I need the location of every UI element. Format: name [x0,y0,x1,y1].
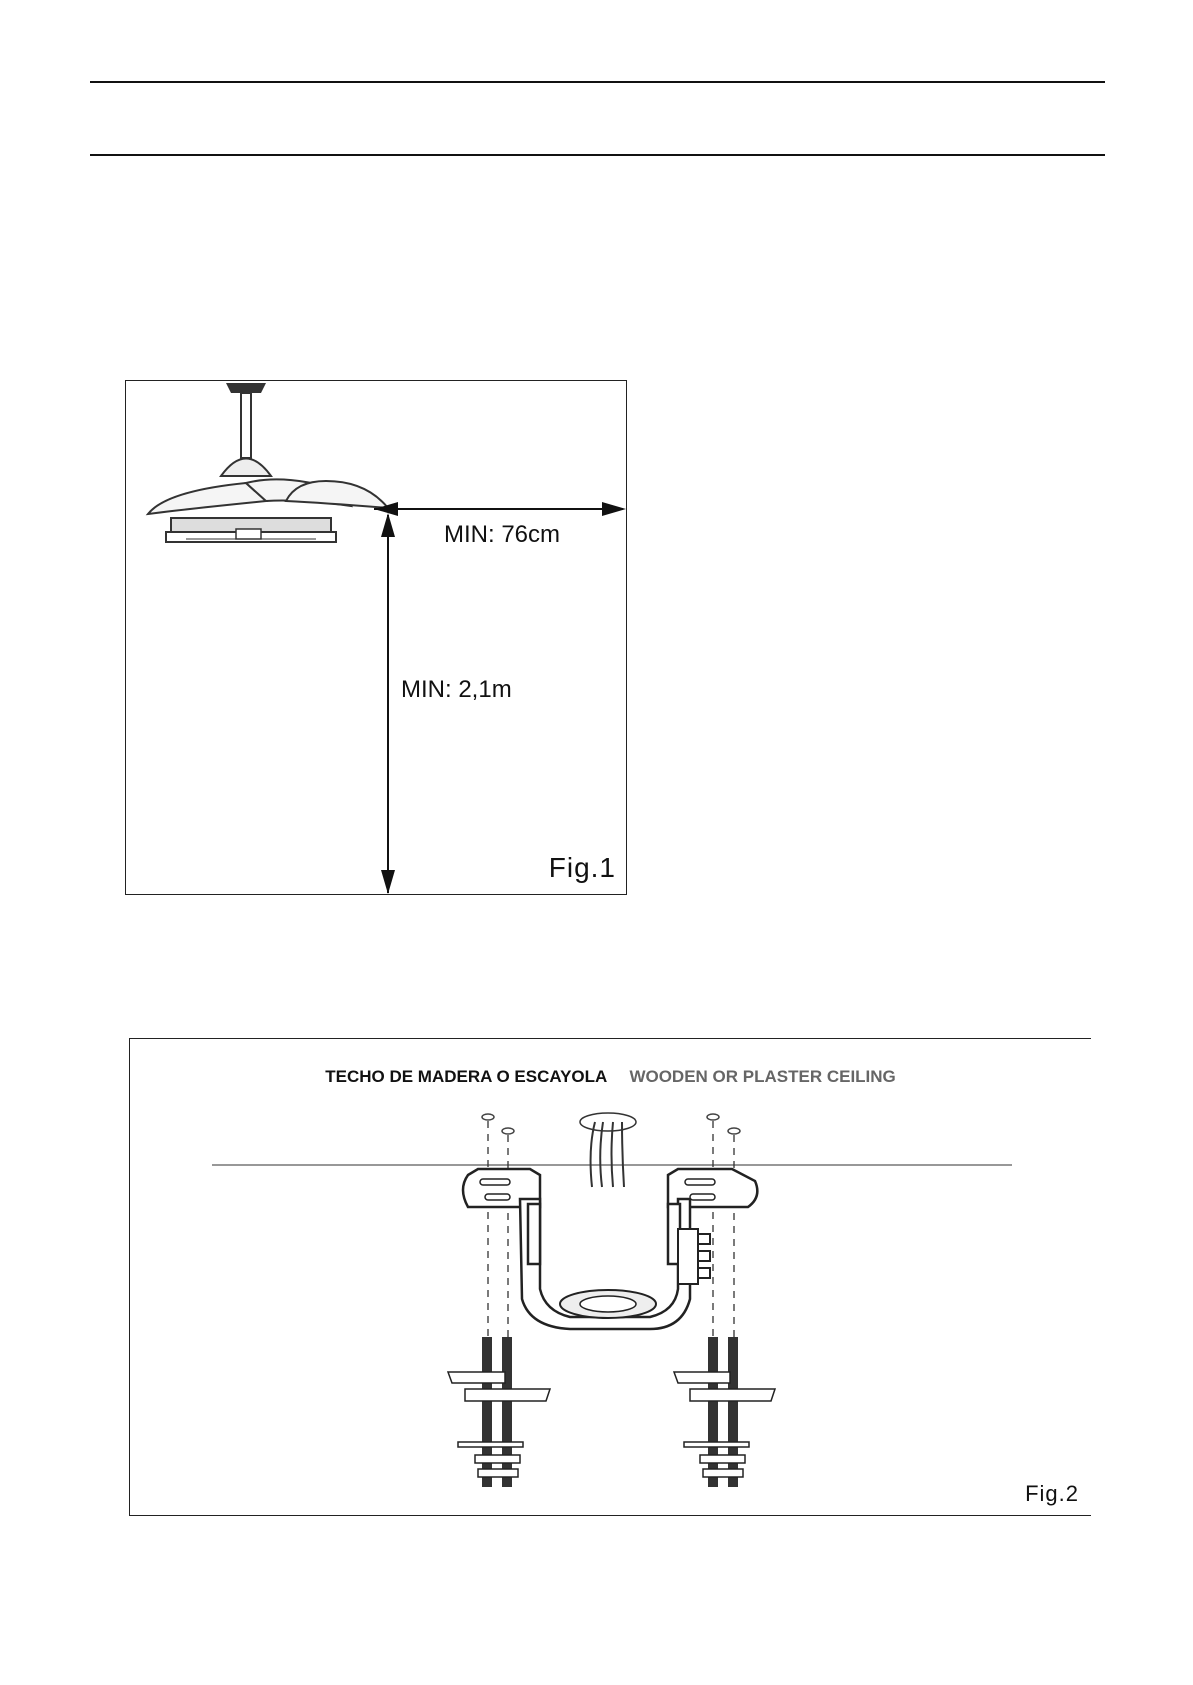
header-rule [90,154,1105,156]
bolt-assembly-right-icon [674,1337,775,1487]
terminal-block-icon [678,1229,710,1284]
arrow-right-icon [602,502,626,516]
wire-icon [591,1122,595,1187]
bolt-assembly-left-icon [448,1337,550,1487]
top-rule [90,81,1105,83]
fan-blade-left-icon [148,483,266,514]
figure-2-ceiling-mount-diagram [129,1038,1091,1516]
vertical-clearance-label: MIN: 2,1m [401,676,512,703]
screw-hole-icon [482,1114,494,1120]
horizontal-clearance-label: MIN: 76cm [444,521,561,548]
ceiling-title-english: WOODEN OR PLASTER CEILING [629,1067,896,1086]
motor-housing-icon [221,459,271,477]
mount-bracket-drawing [130,1039,1092,1517]
arrow-up-icon [381,513,395,537]
fan-clearance-drawing [126,381,628,896]
figure-1-label: Fig.1 [548,852,616,883]
downrod-icon [241,393,251,458]
wire-hole-icon [580,1113,636,1131]
fan-blade-right-icon [286,481,388,508]
arrow-down-icon [381,870,395,894]
ceiling-title-spanish: TECHO DE MADERA O ESCAYOLA [325,1067,607,1086]
figure-2-label: Fig.2 [1025,1481,1079,1506]
canopy-icon [226,383,266,393]
figure-1-clearance-diagram [125,380,627,895]
